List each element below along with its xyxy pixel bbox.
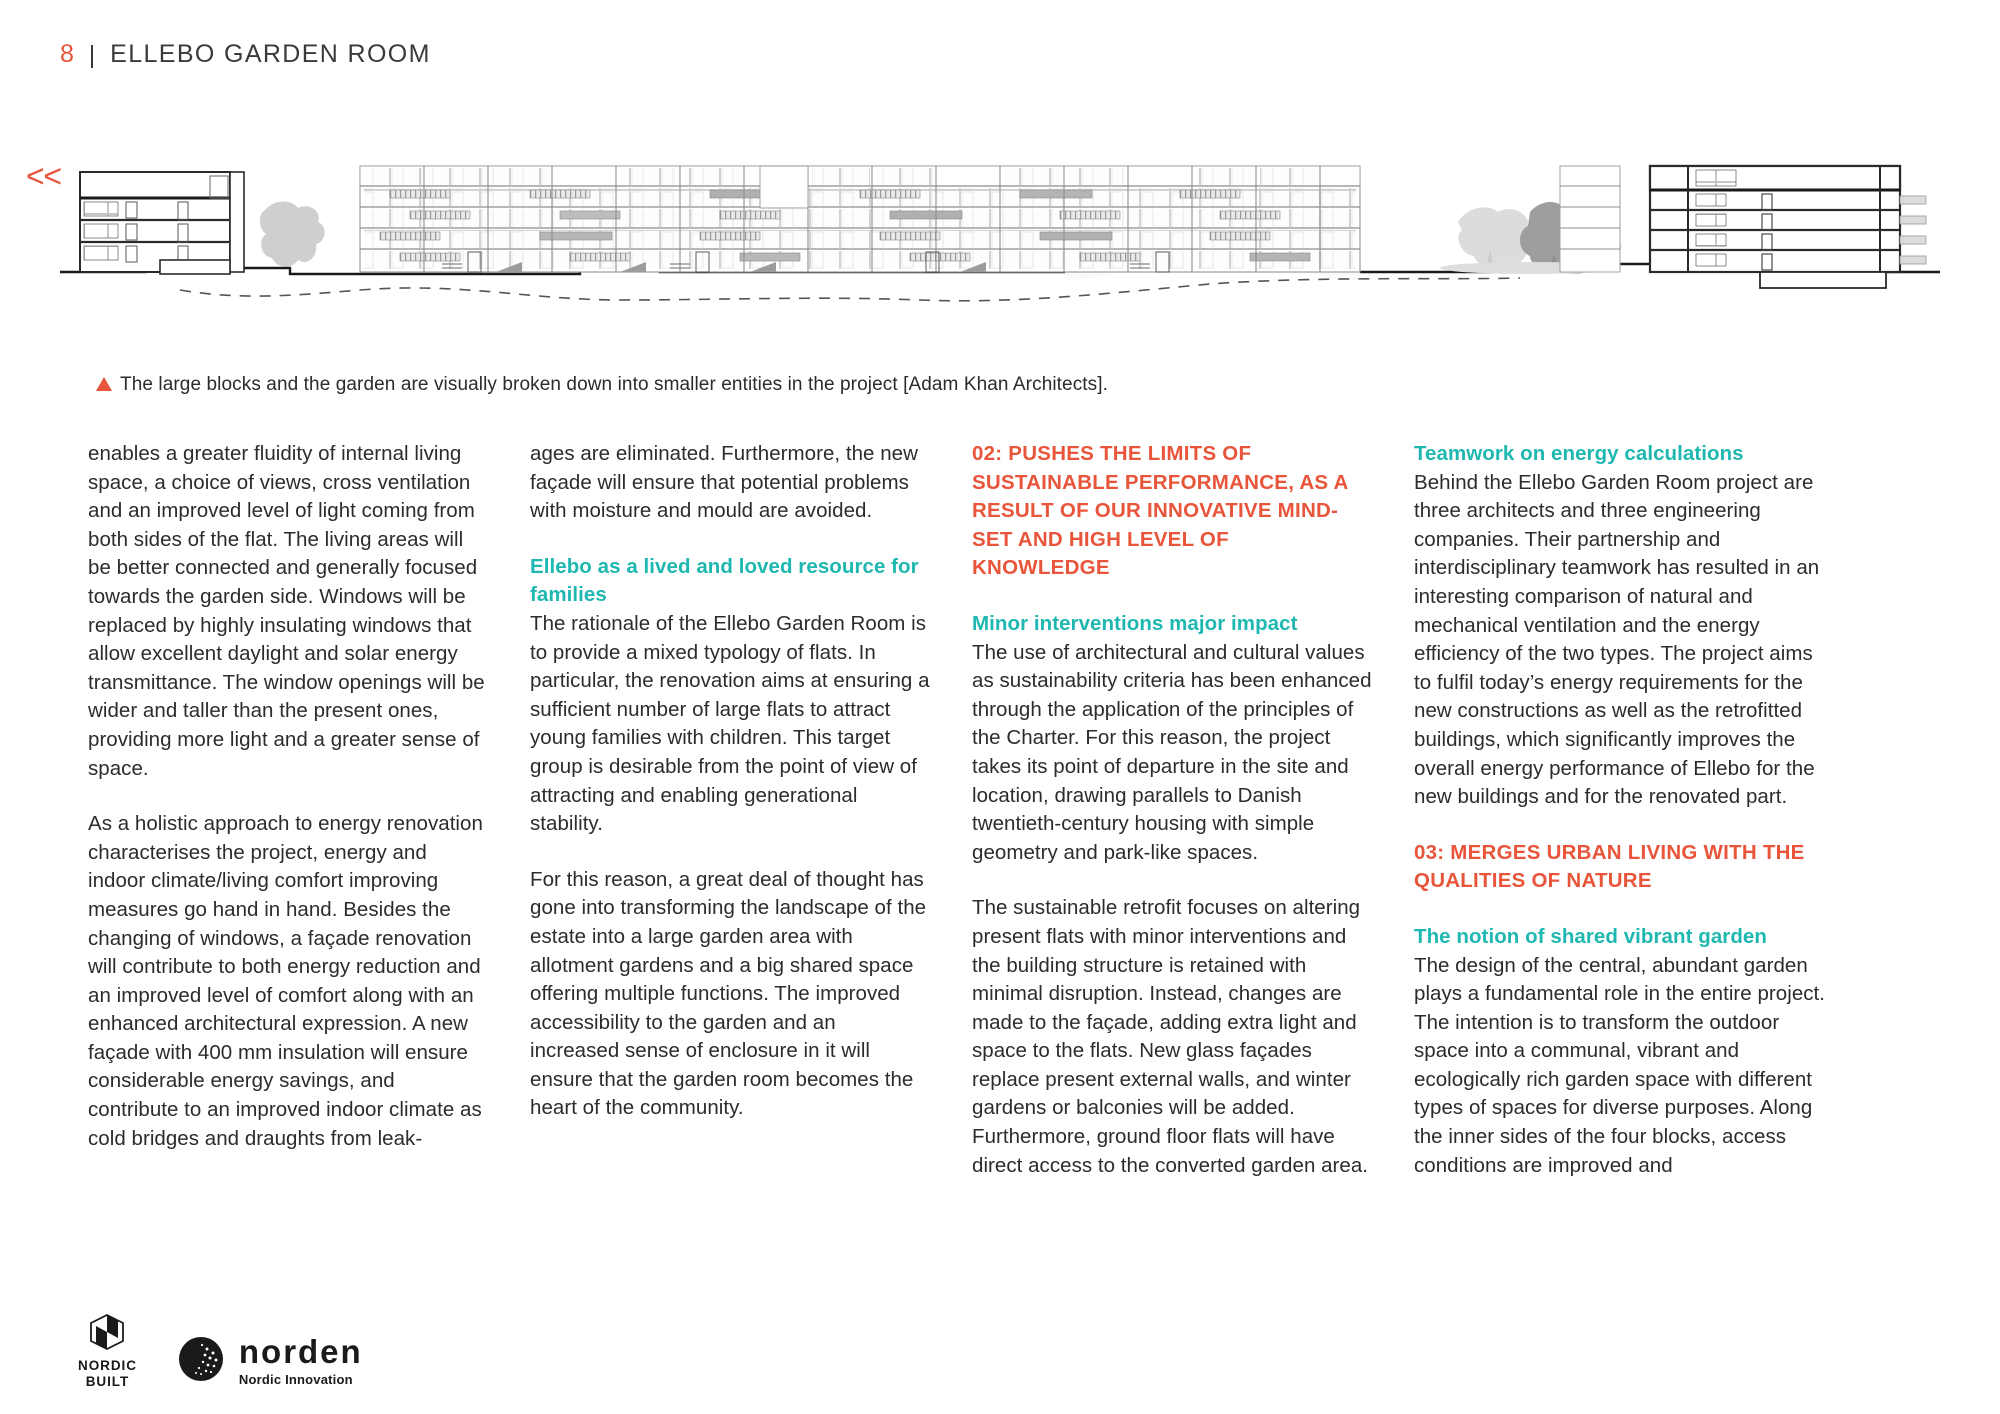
sub-heading-shared-vibrant-garden: The notion of shared vibrant garden [1414,924,1767,948]
paragraph: The sustainable retrofit focuses on altering present flats with minor interventions and the building structure is retained with minimal disruption. Instead, changes are made to the façade, adding extra light and space to the flats. New glass façades replace present external walls, and winter gardens or balconies will be added. Furthermore, ground floor flats will have direct access to the converted garden area. [972,896,1369,1177]
text-column-2 [530,440,930,1180]
paragraph: The use of architectural and cultural values as sustainability criteria has been enhanced through the application of the principles of the Charter. For this reason, the project takes its point of departure in the site and location, drawing parallels to Danish twentieth-century housing with simple geometry and park-like spaces. [972,640,1372,864]
paragraph: The rationale of the Ellebo Garden Room is to provide a mixed typology of flats. In particular, the renovation aims at ensuring a sufficient number of large flats to attract young families with children. This target group is desirable from the point of view of attracting and enabling generational stability. [530,611,930,836]
logo-norden-main: norden [238,1332,363,1370]
logo-norden-sub: Nordic Innovation [238,1371,353,1387]
text-column-4 [1414,440,1829,1180]
paragraph: For this reason, a great deal of thought has gone into transforming the landscape of the estate into a large garden area with allotment gardens and a big shared space offering multiple functions. The improved accessibility to the garden and an increased sense of enclosure in it will ensure that the garden room becomes the heart of the community. [530,867,927,1120]
figure-caption [96,374,1108,396]
figure-caption-text: The large blocks and the garden are visually broken down into smaller entities in the project [Adam Khan Architects]. [120,374,1109,395]
sub-heading-minor-interventions: Minor interventions major impact [972,611,1298,635]
back-navigation-marker[interactable]: << [26,158,61,194]
logo-nordic-built-line2: BUILT [85,1374,130,1389]
sub-heading-teamwork-energy: Teamwork on energy calculations [1414,442,1744,465]
paragraph: Behind the Ellebo Garden Room project are three architects and three engineering companies. Their partnership and interdisciplinary teamwork has resulted in an interesting comparison of natural and mechanical ventilation and the energy efficiency of the two types. The project aims to fulfil today’s energy requirements for the new constructions as well as the retrofitted buildings, which significantly improves the overall energy performance of Ellebo for the new buildings and for the renovated part. [1414,470,1820,809]
logo-norden [177,1332,363,1388]
triangle-up-icon [96,377,112,391]
sub-heading-ellebo-lived-loved: Ellebo as a lived and loved resource for families [530,554,919,607]
dotted-circle-logo-icon [177,1335,225,1388]
section-heading-03: 03: MERGES URBAN LIVING WITH THE QUALITIES OF NATURE [1414,840,1805,893]
page-number: 8 [60,40,75,68]
page-header [60,40,431,69]
page-title: ELLEBO GARDEN ROOM [110,40,431,68]
logo-nordic-built [78,1313,137,1388]
architectural-elevation-figure [60,150,1940,350]
section-heading-02: 02: PUSHES THE LIMITS OF SUSTAINABLE PERFORMANCE, AS A RESULT OF OUR INNOVATIVE MIND-SET AND HIGH LEVEL OF KNOWLEDGE [972,442,1348,580]
paragraph: The design of the central, abundant garden plays a fundamental role in the entire project. The intention is to transform the outdoor space into a communal, vibrant and ecologically rich garden space with different types of spaces for diverse purposes. Along the inner sides of the four blocks, access conditions are improved and [1414,953,1826,1177]
text-column-1 [88,440,488,1180]
footer-logos [78,1313,363,1388]
paragraph: As a holistic approach to energy renovation characterises the project, energy and indoor climate/living comfort improving measures go hand in hand. Besides the changing of windows, a façade renovation will contribute to both energy reduction and an improved level of comfort along with an enhanced architectural expression. A new façade with 400 mm insulation will ensure considerable energy savings, and contribute to an improved indoor climate as cold bridges and draughts from leak- [88,812,483,1150]
text-column-3 [972,440,1372,1180]
logo-nordic-built-line1: NORDIC [78,1358,137,1373]
article-body [88,440,1918,1180]
paragraph: ages are eliminated. Furthermore, the new façade will ensure that potential problems with moisture and mould are avoided. [530,442,918,523]
logo-norden-wordmark [238,1332,363,1387]
header-separator: | [88,41,97,69]
paragraph: enables a greater fluidity of internal living space, a choice of views, cross ventilation and an improved level of light coming from both sides of the flat. The living areas will be better connected and generally focused towards the garden side. Windows will be replaced by highly insulating windows that allow excellent daylight and solar energy transmittance. The window openings will be wider and taller than the present ones, providing more light and a greater sense of space. [88,442,485,780]
cube-logo-icon [88,1313,126,1356]
